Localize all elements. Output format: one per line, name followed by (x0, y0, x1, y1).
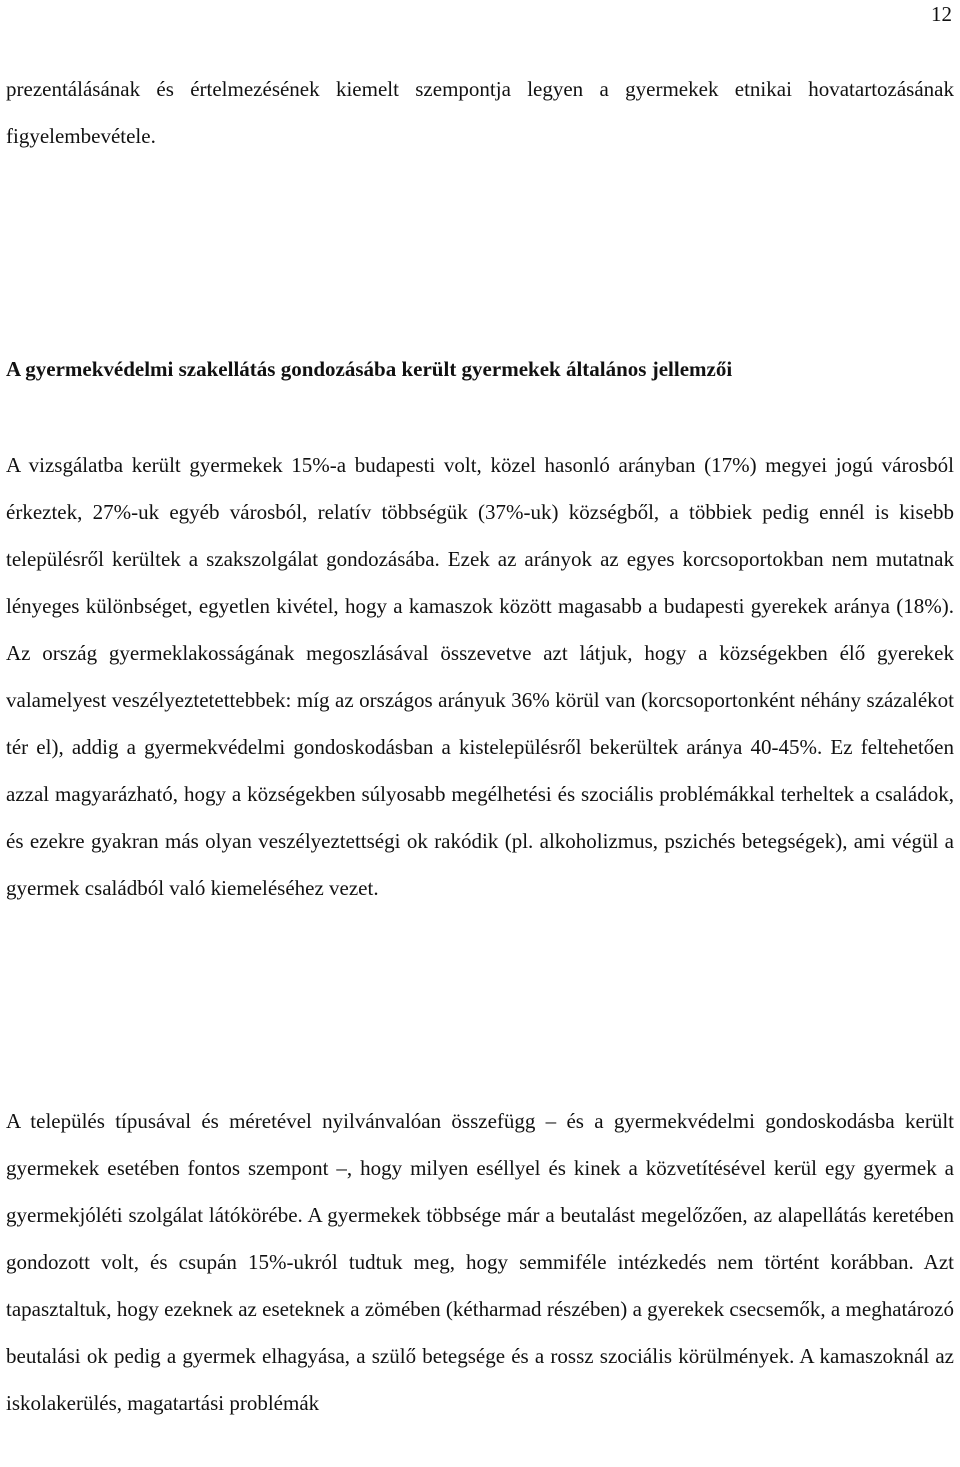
intro-paragraph: prezentálásának és értelmezésének kiemelt szempontja legyen a gyermekek etnikai hovatartozásának figyelembevétele. (6, 77, 954, 148)
body-paragraph-settlement-origin: A vizsgálatba került gyermekek 15%-a budapesti volt, közel hasonló arányban (17%) megyei jogú városból érkeztek, 27%-uk egyéb városból, relatív többségük (37%-uk) községből, a többiek pedig ennél is kisebb településről kerültek a szakszolgálat gondozásába. Ezek az arányok az egyes korcsoportokban nem mutatnak lényeges különbséget, egyetlen kivétel, hogy a kamaszok között magasabb a budapesti gyerekek aránya (18%). Az ország gyermeklakosságának megoszlásával összevetve azt látjuk, hogy a községekben élő gyerekek valamelyest veszélyeztetettebbek: míg az országos arányuk 36% körül van (korcsoportonként néhány százalékot tér el), addig a gyermekvédelmi gondoskodásban a kistelepülésről bekerültek aránya 40-45%. Ez feltehetően azzal magyarázható, hogy a községekben súlyosabb megélhetési és szociális problémákkal terheltek a családok, és ezekre gyakran más olyan veszélyeztettségi ok rakódik (pl. alkoholizmus, pszichés betegségek), ami végül a gyermek családból való kiemeléséhez vezet. (6, 453, 954, 900)
body-paragraph-referral-path: A település típusával és méretével nyilvánvalóan összefügg – és a gyermekvédelmi gondoskodásba került gyermekek esetében fontos szempont –, hogy milyen eséllyel és kinek a közvetítésével kerül egy gyermek a gyermekjóléti szolgálat látókörébe. A gyermekek többsége már a beutalást megelőzően, az alapellátás keretében gondozott volt, és csupán 15%-ukról tudtuk meg, hogy semmiféle intézkedés nem történt korábban. Azt tapasztaltuk, hogy ezeknek az eseteknek a zömében (kétharmad részében) a gyerekek csecsemők, a meghatározó beutalási ok pedig a gyermek elhagyása, a szülő betegsége és a rossz szociális körülmények. A kamaszoknál az iskolakerülés, magatartási problémák (6, 1109, 954, 1415)
page-number: 12 (931, 2, 952, 26)
section-heading: A gyermekvédelmi szakellátás gondozásába került gyermekek általános jellemzői (6, 357, 733, 381)
